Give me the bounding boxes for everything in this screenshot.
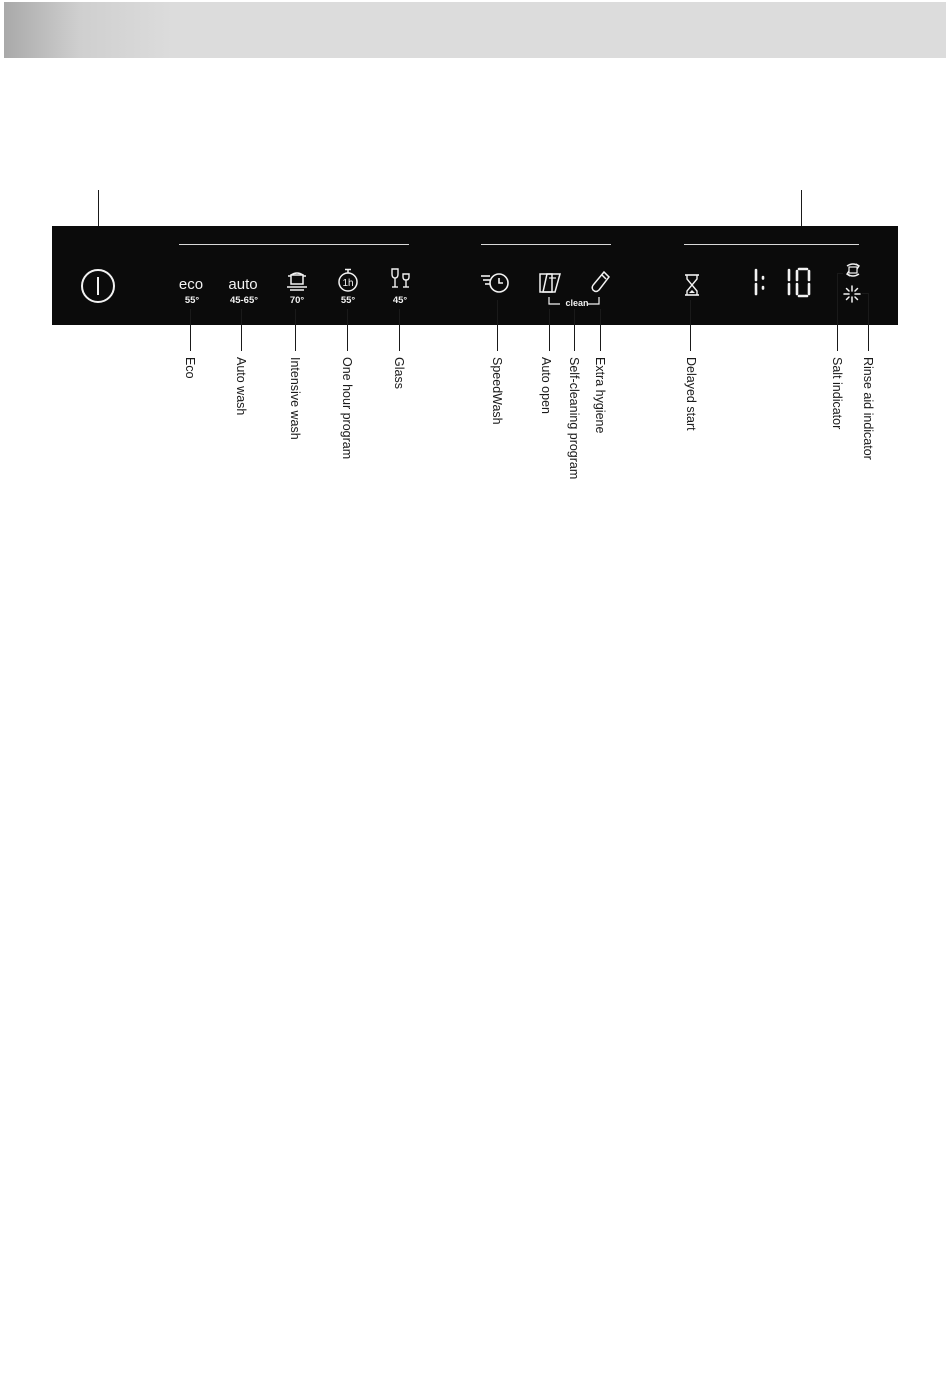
salt-leader-tick xyxy=(837,273,843,274)
label-intensive-wash: Intensive wash xyxy=(288,357,302,440)
label-speedwash: SpeedWash xyxy=(490,357,504,425)
one-hour-temp: 55° xyxy=(340,295,356,306)
label-auto-open: Auto open xyxy=(539,357,553,414)
svg-text:1h: 1h xyxy=(342,278,354,289)
auto-program-button[interactable]: auto xyxy=(228,276,258,293)
extra-hygiene-leader-line xyxy=(600,309,601,351)
delayed-start-leader-line xyxy=(690,300,691,351)
label-glass: Glass xyxy=(392,357,406,389)
hygiene-bottle-icon[interactable] xyxy=(590,270,612,294)
label-one-hour-program: One hour program xyxy=(340,357,354,460)
time-display xyxy=(748,266,818,300)
auto-open-door-icon[interactable] xyxy=(538,271,564,295)
label-rinse-aid-indicator: Rinse aid indicator xyxy=(861,357,875,460)
options-group-line xyxy=(481,244,611,245)
intensive-leader-line xyxy=(295,309,296,351)
speedwash-clock-icon[interactable] xyxy=(480,271,512,295)
eco-program-button[interactable]: eco xyxy=(178,276,204,293)
clean-group-label: clean xyxy=(565,298,589,308)
salt-leader-line xyxy=(837,273,838,351)
label-salt-indicator: Salt indicator xyxy=(830,357,844,430)
glass-icon[interactable] xyxy=(389,268,413,290)
label-self-cleaning: Self-cleaning program xyxy=(567,357,581,480)
program-group-line xyxy=(179,244,409,245)
eco-leader-line xyxy=(190,309,191,351)
label-eco: Eco xyxy=(183,357,197,379)
hourglass-icon[interactable] xyxy=(682,273,702,297)
pot-icon[interactable] xyxy=(285,268,309,292)
auto-wash-leader-line xyxy=(241,309,242,351)
status-group-line xyxy=(684,244,859,245)
rinse-aid-leader-line xyxy=(868,293,869,351)
power-leader-line xyxy=(98,190,99,226)
label-extra-hygiene: Extra hygiene xyxy=(593,357,607,434)
auto-open-leader-line xyxy=(549,309,550,351)
auto-temp: 45-65° xyxy=(229,295,259,306)
label-delayed-start: Delayed start xyxy=(684,357,698,431)
self-cleaning-leader-line xyxy=(574,309,575,351)
glass-leader-line xyxy=(399,309,400,351)
intensive-temp: 70° xyxy=(289,295,305,306)
rinse-aid-leader-tick xyxy=(862,293,868,294)
rinse-aid-sparkle-icon xyxy=(843,285,861,303)
speedwash-leader-line xyxy=(497,300,498,351)
salt-icon xyxy=(843,261,863,279)
header-bar xyxy=(4,2,946,58)
one-hour-leader-line xyxy=(347,309,348,351)
display-leader-line xyxy=(801,190,802,226)
eco-temp: 55° xyxy=(184,295,200,306)
one-hour-stopwatch-icon[interactable] xyxy=(337,268,359,292)
glass-temp: 45° xyxy=(392,295,408,306)
label-auto-wash: Auto wash xyxy=(234,357,248,416)
power-icon[interactable] xyxy=(80,268,116,304)
